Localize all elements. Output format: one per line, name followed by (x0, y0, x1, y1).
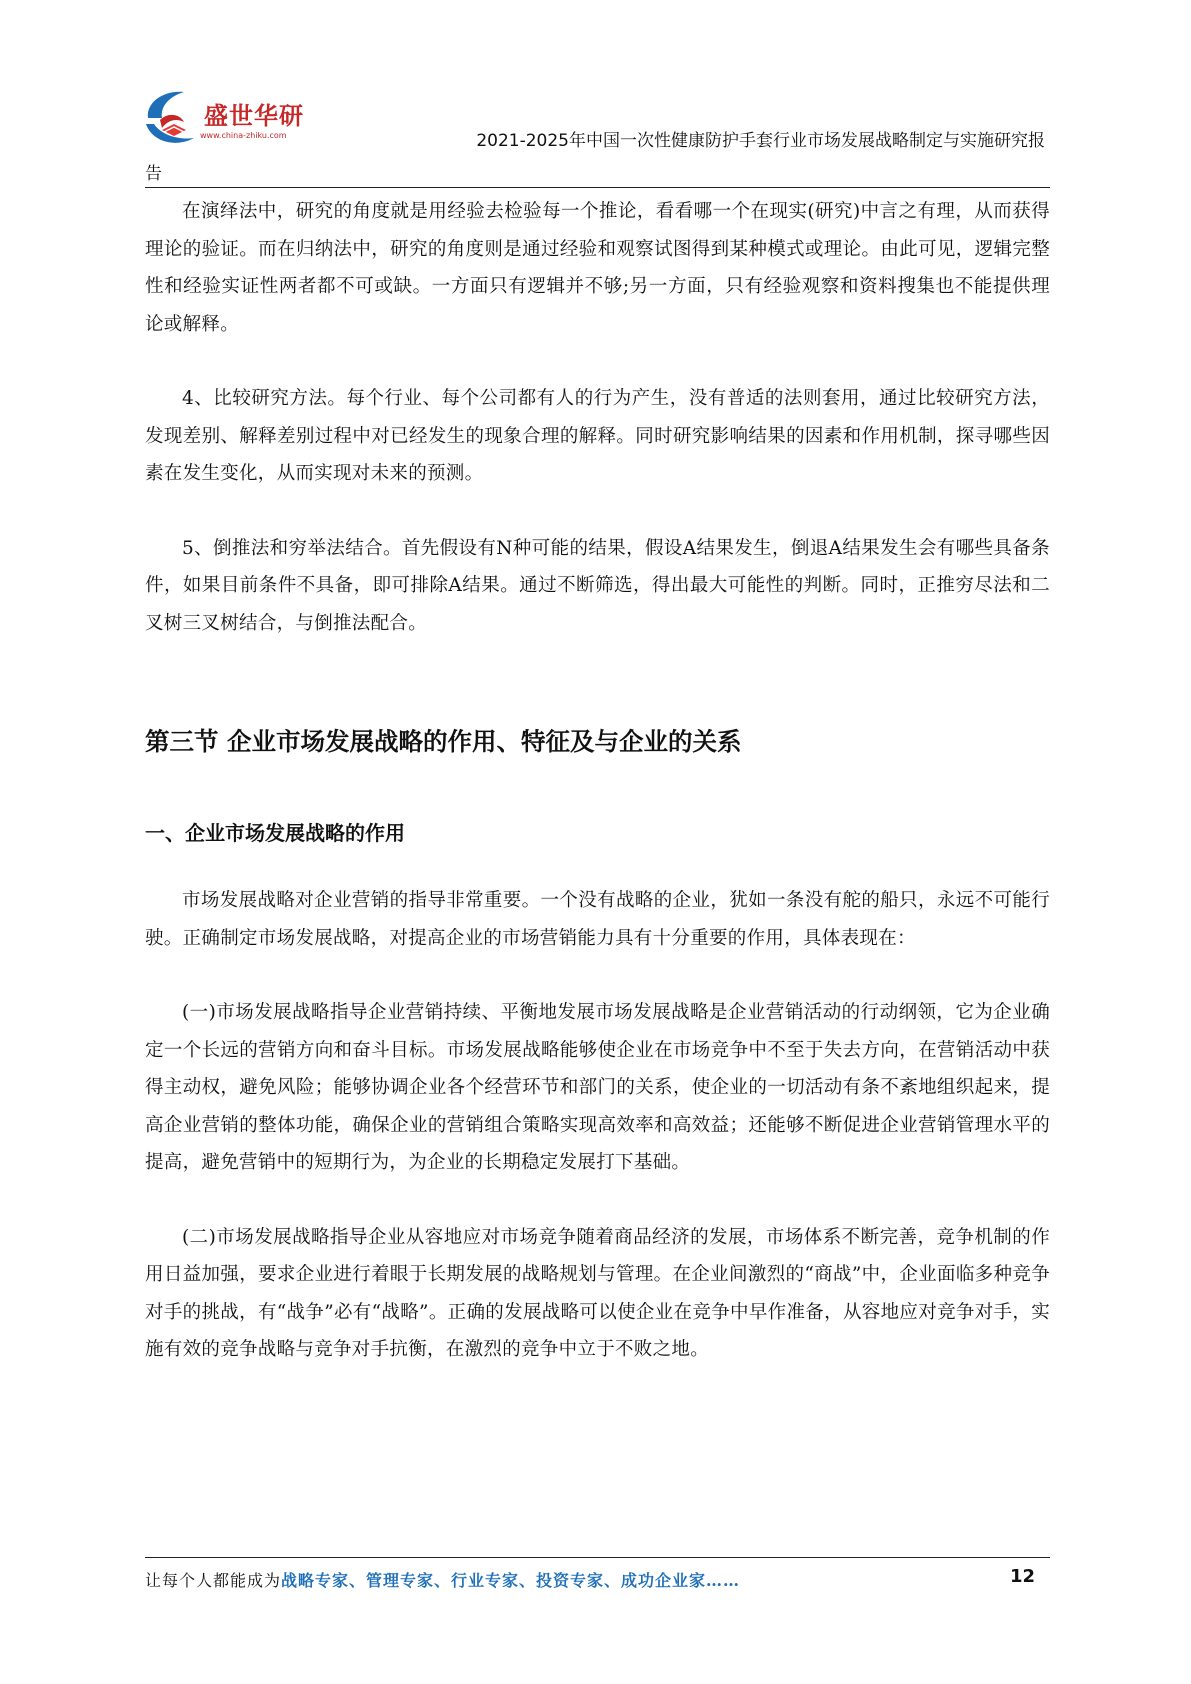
section-heading: 第三节 企业市场发展战略的作用、特征及与企业的关系 (145, 727, 742, 756)
footer-divider (145, 1557, 1050, 1558)
paragraph-backward-method: 5、倒推法和穷举法结合。首先假设有N种可能的结果，假设A结果发生，倒退A结果发生会有哪些具备条件，如果目前条件不具备，即可排除A结果。通过不断筛选，得出最大可能性的判断。同时，正推穷尽法和二叉树三叉树结合，与倒推法配合。 (145, 537, 1050, 634)
paragraph-strategy-importance: 市场发展战略对企业营销的指导非常重要。一个没有战略的企业，犹如一条没有舵的船只，永远不可能行驶。正确制定市场发展战略，对提高企业的市场营销能力具有十分重要的作用，具体表现在： (145, 890, 1050, 949)
report-title-line1: 2021-2025年中国一次性健康防护手套行业市场发展战略制定与实施研究报 (476, 131, 1045, 151)
report-title (145, 125, 1045, 191)
page-content (145, 193, 1050, 1369)
paragraph-strategy-guidance: (一)市场发展战略指导企业营销持续、平衡地发展市场发展战略是企业营销活动的行动纲领，它为企业确定一个长远的营销方向和奋斗目标。市场发展战略能够使企业在市场竞争中不至于失去方向，在营销活动中获得主动权，避免风险；能够协调企业各个经营环节和部门的关系，使企业的一切活动有条不紊地组织起来，提高企业营销的整体功能，确保企业的营销组合策略实现高效率和高效益；还能够不断促进企业营销管理水平的提高，避免营销中的短期行为，为企业的长期稳定发展打下基础。 (145, 1002, 1050, 1173)
paragraph-deduction: 在演绎法中，研究的角度就是用经验去检验每一个推论，看看哪一个在现实(研究)中言之有理，从而获得理论的验证。而在归纳法中，研究的角度则是通过经验和观察试图得到某种模式或理论。由此可见，逻辑完整性和经验实证性两者都不可或缺。一方面只有逻辑并不够;另一方面，只有经验观察和资料搜集也不能提供理论或解释。 (145, 201, 1050, 335)
paragraph-comparison-method: 4、比较研究方法。每个行业、每个公司都有人的行为产生，没有普适的法则套用，通过比较研究方法，发现差别、解释差别过程中对已经发生的现象合理的解释。同时研究影响结果的因素和作用机制，探寻哪些因素在发生变化，从而实现对未来的预测。 (145, 388, 1050, 484)
report-title-line2: 告 (145, 164, 162, 184)
footer-highlight: 战略专家、管理专家、行业专家、投资专家、成功企业家…… (281, 1571, 741, 1590)
header-divider (145, 187, 1050, 188)
footer-slogan (145, 1568, 740, 1591)
page-number: 12 (1010, 1566, 1036, 1587)
paragraph-strategy-competition: (二)市场发展战略指导企业从容地应对市场竞争随着商品经济的发展，市场体系不断完善，竞争机制的作用日益加强，要求企业进行着眼于长期发展的战略规划与管理。在企业间激烈的“商战”中，企业面临多种竞争对手的挑战，有“战争”必有“战略”。正确的发展战略可以使企业在竞争中早作准备，从容地应对竞争对手，实施有效的竞争战略与竞争对手抗衡，在激烈的竞争中立于不败之地。 (145, 1226, 1050, 1360)
sub-heading: 一、企业市场发展战略的作用 (145, 821, 405, 845)
footer-prefix: 让每个人都能成为 (145, 1571, 282, 1590)
logo-name: 盛世华研 (204, 102, 304, 130)
logo-url: www.china-zhiku.com (200, 131, 287, 140)
